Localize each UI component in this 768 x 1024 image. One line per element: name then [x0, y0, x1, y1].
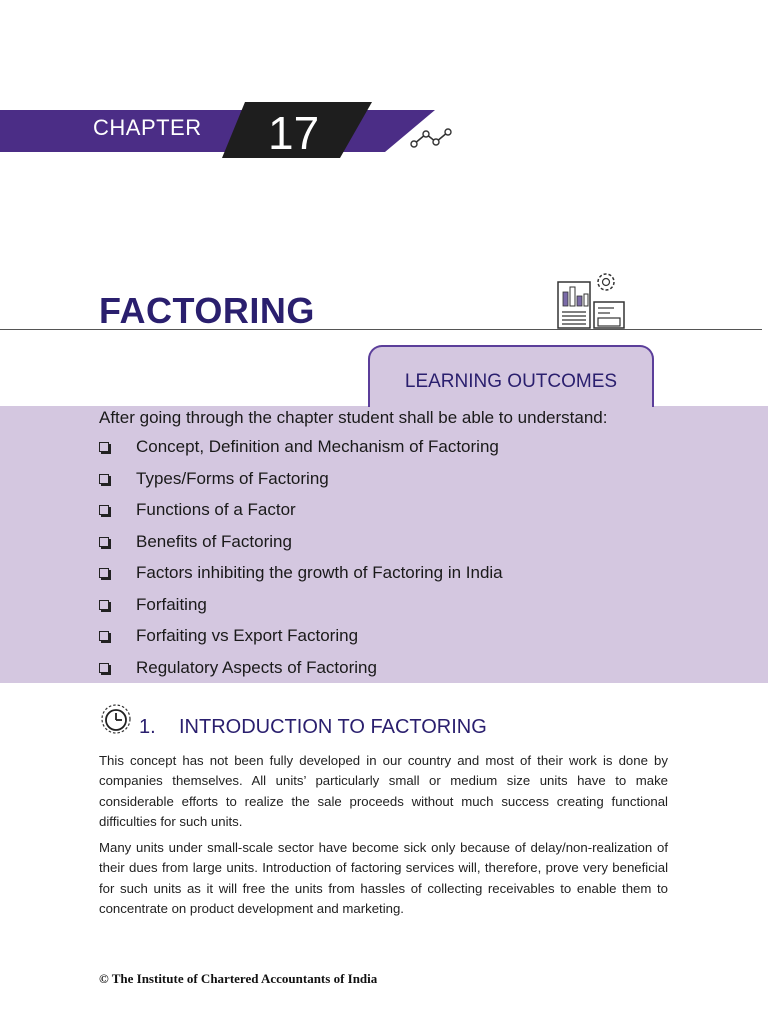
chapter-banner — [0, 100, 470, 160]
learning-outcomes-tab — [368, 345, 654, 407]
learning-outcomes-intro: After going through the chapter student shall be able to understand: — [99, 408, 608, 427]
chapter-label: CHAPTER — [93, 115, 202, 140]
list-item: Factors inhibiting the growth of Factoring in India — [99, 563, 503, 595]
checkbox-icon — [99, 600, 109, 610]
section-heading — [139, 716, 487, 739]
checkbox-icon — [99, 663, 109, 673]
section-title: INTRODUCTION TO FACTORING — [179, 716, 487, 738]
list-item: Forfaiting vs Export Factoring — [99, 626, 503, 658]
learning-outcomes-box — [0, 406, 768, 683]
checkbox-icon — [99, 631, 109, 641]
paragraph: This concept has not been fully developed in our country and most of their work is done by companies themselves. All units’ particularly small or medium size units have to make considerable efforts to realize the sale proceeds without much success creating functional difficulties for such units. — [99, 753, 668, 829]
checkbox-icon — [99, 474, 109, 484]
title-divider — [0, 329, 762, 330]
chapter-number: 17 — [268, 107, 320, 159]
list-item: Types/Forms of Factoring — [99, 469, 503, 501]
list-item: Forfaiting — [99, 595, 503, 627]
footer-copyright: © The Institute of Chartered Accountants of India — [99, 971, 378, 986]
chapter-title: FACTORING — [99, 290, 315, 331]
clock-icon — [100, 703, 132, 735]
list-item: Benefits of Factoring — [99, 532, 503, 564]
checkbox-icon — [99, 568, 109, 578]
paragraph: Many units under small-scale sector have become sick only because of delay/non-realization of their dues from large units. Introduction of factoring services will, therefore, prove very beneficial for such units as it will free the units from hassles of collecting receivables to enable them to concentrate on product development and marketing. — [99, 840, 668, 916]
learning-outcomes-title: LEARNING OUTCOMES — [404, 371, 618, 392]
list-item: Regulatory Aspects of Factoring — [99, 658, 503, 690]
list-item: Concept, Definition and Mechanism of Factoring — [99, 437, 503, 469]
report-gear-icon — [554, 270, 630, 332]
learning-outcomes-list — [99, 437, 503, 689]
checkbox-icon — [99, 537, 109, 547]
section-number: 1. — [139, 716, 156, 738]
checkbox-icon — [99, 442, 109, 452]
checkbox-icon — [99, 505, 109, 515]
list-item: Functions of a Factor — [99, 500, 503, 532]
line-graph-icon — [408, 124, 456, 152]
